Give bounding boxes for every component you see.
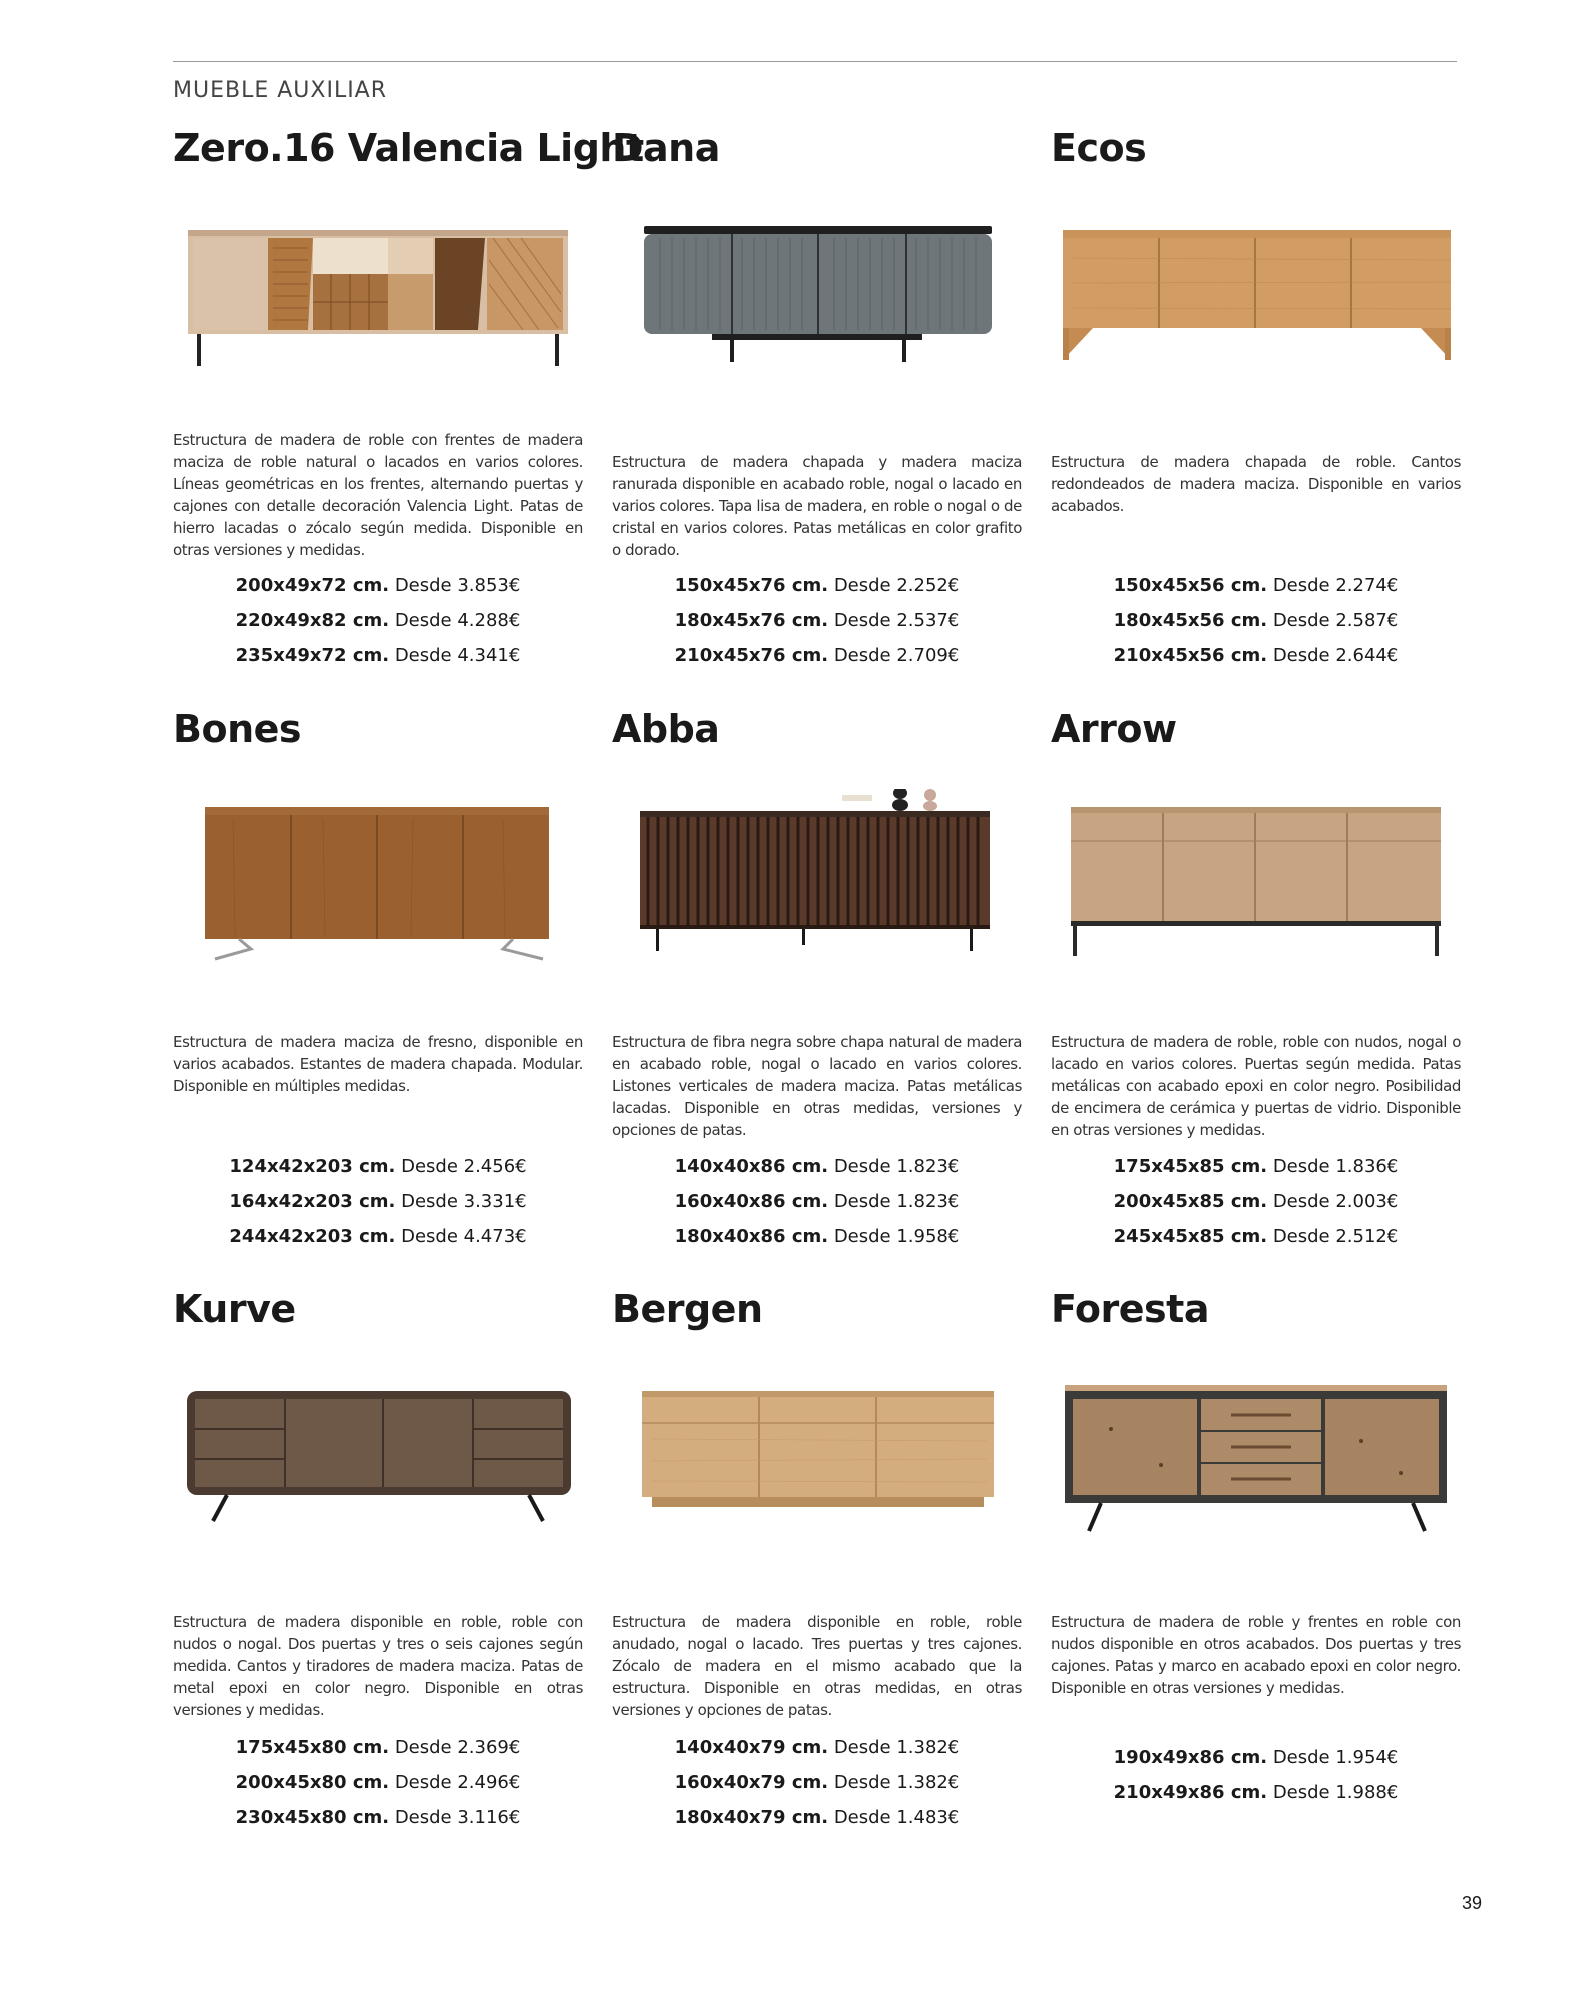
price-row (612, 638, 1022, 673)
price-size: 200x45x85 cm. (1113, 1191, 1268, 1212)
price-value: Desde 1.382€ (833, 1772, 960, 1793)
price-size: 244x42x203 cm. (229, 1226, 396, 1247)
price-row (173, 1149, 583, 1184)
price-list (173, 1149, 583, 1254)
price-list (173, 1730, 583, 1835)
product-card (1051, 707, 1461, 1267)
price-value: Desde 2.274€ (1272, 575, 1399, 596)
price-list (1051, 1740, 1461, 1810)
price-size: 245x45x85 cm. (1113, 1226, 1268, 1247)
price-size: 235x49x72 cm. (235, 645, 390, 666)
product-card (1051, 126, 1461, 686)
price-row (173, 1765, 583, 1800)
sideboard-bones-icon (173, 789, 583, 969)
price-value: Desde 1.382€ (833, 1737, 960, 1758)
price-value: Desde 2.587€ (1272, 610, 1399, 631)
price-row (173, 603, 583, 638)
price-value: Desde 4.288€ (394, 610, 521, 631)
price-size: 160x40x79 cm. (674, 1772, 829, 1793)
price-value: Desde 1.823€ (833, 1191, 960, 1212)
product-card (1051, 1287, 1461, 1847)
product-name: Ecos (1051, 126, 1147, 170)
price-size: 150x45x56 cm. (1113, 575, 1268, 596)
price-value: Desde 2.537€ (833, 610, 960, 631)
price-list (173, 568, 583, 673)
price-row (1051, 1219, 1461, 1254)
product-name: Bones (173, 707, 302, 751)
price-size: 180x45x76 cm. (674, 610, 829, 631)
price-row (612, 603, 1022, 638)
sideboard-ecos-icon (1051, 208, 1461, 388)
sideboard-kurve-icon (173, 1369, 583, 1549)
price-value: Desde 2.644€ (1272, 645, 1399, 666)
section-title: MUEBLE AUXILIAR (173, 78, 388, 103)
price-value: Desde 4.473€ (401, 1226, 527, 1247)
price-row (612, 568, 1022, 603)
price-value: Desde 1.988€ (1272, 1782, 1399, 1803)
price-value: Desde 1.823€ (833, 1156, 960, 1177)
price-value: Desde 1.483€ (833, 1807, 960, 1828)
product-name: Bergen (612, 1287, 763, 1331)
product-card (173, 707, 583, 1267)
price-size: 190x49x86 cm. (1113, 1747, 1268, 1768)
price-value: Desde 1.958€ (833, 1226, 960, 1247)
price-size: 210x45x56 cm. (1113, 645, 1268, 666)
price-size: 180x40x79 cm. (674, 1807, 829, 1828)
price-size: 180x40x86 cm. (674, 1226, 829, 1247)
price-value: Desde 2.252€ (833, 575, 960, 596)
sideboard-valencia-light-icon (173, 208, 583, 388)
price-list (1051, 568, 1461, 673)
price-size: 160x40x86 cm. (674, 1191, 829, 1212)
price-size: 230x45x80 cm. (235, 1807, 390, 1828)
product-description: Estructura de fibra negra sobre chapa natural de madera en acabado roble, nogal o lacado en varios colores. Listones verticales de madera maciza. Patas metálicas lacadas. Disponible en otras medidas, versiones y opciones de patas. (612, 1033, 1022, 1139)
price-value: Desde 1.836€ (1272, 1156, 1399, 1177)
product-name: Arrow (1051, 707, 1177, 751)
sideboard-foresta-icon (1051, 1369, 1461, 1549)
price-size: 200x45x80 cm. (235, 1772, 390, 1793)
price-list (612, 568, 1022, 673)
product-card (612, 1287, 1022, 1847)
sideboard-arrow-icon (1051, 789, 1461, 969)
product-description: Estructura de madera chapada y madera maciza ranurada disponible en acabado roble, nogal o lacado en varios colores. Tapa lisa de madera, en roble o nogal o de cristal en varios colores. Patas metálicas en color grafito o dorado. (612, 453, 1022, 559)
product-description: Estructura de madera disponible en roble, roble con nudos o nogal. Dos puertas y tres o seis cajones según medida. Cantos y tiradores de madera maciza. Patas de metal epoxi en color negro. Disponible en otras versiones y medidas. (173, 1613, 583, 1719)
price-row (173, 1219, 583, 1254)
price-row (612, 1219, 1022, 1254)
price-row (1051, 1775, 1461, 1810)
sideboard-dana-icon (612, 208, 1022, 388)
price-size: 200x49x72 cm. (235, 575, 390, 596)
price-row (612, 1765, 1022, 1800)
price-value: Desde 2.709€ (833, 645, 960, 666)
product-name: Foresta (1051, 1287, 1209, 1331)
price-value: Desde 2.003€ (1272, 1191, 1399, 1212)
price-size: 210x45x76 cm. (674, 645, 829, 666)
product-description: Estructura de madera de roble y frentes en roble con nudos disponible en otros acabados. Dos puertas y tres cajones. Patas y marco en acabado epoxi en color negro. Disponible en otras versiones y medidas. (1051, 1613, 1461, 1697)
price-row (612, 1730, 1022, 1765)
price-value: Desde 3.116€ (394, 1807, 521, 1828)
price-size: 164x42x203 cm. (229, 1191, 396, 1212)
price-value: Desde 2.456€ (401, 1156, 527, 1177)
product-card (173, 1287, 583, 1847)
price-row (173, 1184, 583, 1219)
product-description: Estructura de madera disponible en roble, roble anudado, nogal o lacado. Tres puertas y tres cajones. Zócalo de madera en el mismo acabado que la estructura. Disponible en otras medidas, en otras versiones y opciones de patas. (612, 1613, 1022, 1719)
price-size: 150x45x76 cm. (674, 575, 829, 596)
top-divider (173, 61, 1457, 62)
price-row (173, 1730, 583, 1765)
product-description: Estructura de madera de roble con frentes de madera maciza de roble natural o lacados en varios colores. Líneas geométricas en los frentes, alternando puertas y cajones con detalle decoración Valencia Light. Patas de hierro lacadas o zócalo según medida. Disponible en otras versiones y medidas. (173, 431, 583, 559)
price-row (1051, 568, 1461, 603)
price-row (1051, 1184, 1461, 1219)
price-value: Desde 2.496€ (394, 1772, 521, 1793)
price-value: Desde 3.853€ (394, 575, 521, 596)
price-row (1051, 1740, 1461, 1775)
price-size: 124x42x203 cm. (229, 1156, 396, 1177)
price-list (612, 1730, 1022, 1835)
product-card (612, 126, 1022, 686)
price-value: Desde 2.512€ (1272, 1226, 1399, 1247)
price-size: 140x40x86 cm. (674, 1156, 829, 1177)
price-value: Desde 2.369€ (394, 1737, 521, 1758)
price-list (1051, 1149, 1461, 1254)
page-number: 39 (1462, 1893, 1483, 1913)
product-card (173, 126, 644, 686)
product-name: Dana (612, 126, 720, 170)
price-row (612, 1184, 1022, 1219)
product-name: Kurve (173, 1287, 296, 1331)
product-name: Abba (612, 707, 720, 751)
price-value: Desde 1.954€ (1272, 1747, 1399, 1768)
product-description: Estructura de madera maciza de fresno, disponible en varios acabados. Estantes de madera chapada. Modular. Disponible en múltiples medidas. (173, 1033, 583, 1095)
product-name: Zero.16 Valencia Light (173, 126, 644, 170)
price-row (1051, 638, 1461, 673)
price-row (612, 1800, 1022, 1835)
price-row (1051, 603, 1461, 638)
sideboard-abba-icon (612, 789, 1022, 969)
price-value: Desde 4.341€ (394, 645, 521, 666)
price-row (173, 1800, 583, 1835)
price-size: 140x40x79 cm. (674, 1737, 829, 1758)
price-size: 210x49x86 cm. (1113, 1782, 1268, 1803)
price-size: 175x45x80 cm. (235, 1737, 390, 1758)
price-size: 175x45x85 cm. (1113, 1156, 1268, 1177)
product-description: Estructura de madera de roble, roble con nudos, nogal o lacado en varios colores. Puertas según medida. Patas metálicas con acabado epoxi en color negro. Posibilidad de encimera de cerámica y puertas de vidrio. Disponible en otras versiones y medidas. (1051, 1033, 1461, 1139)
price-row (1051, 1149, 1461, 1184)
price-size: 180x45x56 cm. (1113, 610, 1268, 631)
price-list (612, 1149, 1022, 1254)
price-row (173, 638, 583, 673)
price-row (612, 1149, 1022, 1184)
product-description: Estructura de madera chapada de roble. Cantos redondeados de madera maciza. Disponible en varios acabados. (1051, 453, 1461, 515)
price-row (173, 568, 583, 603)
product-card (612, 707, 1022, 1267)
price-value: Desde 3.331€ (401, 1191, 527, 1212)
sideboard-bergen-icon (612, 1369, 1022, 1549)
price-size: 220x49x82 cm. (235, 610, 390, 631)
